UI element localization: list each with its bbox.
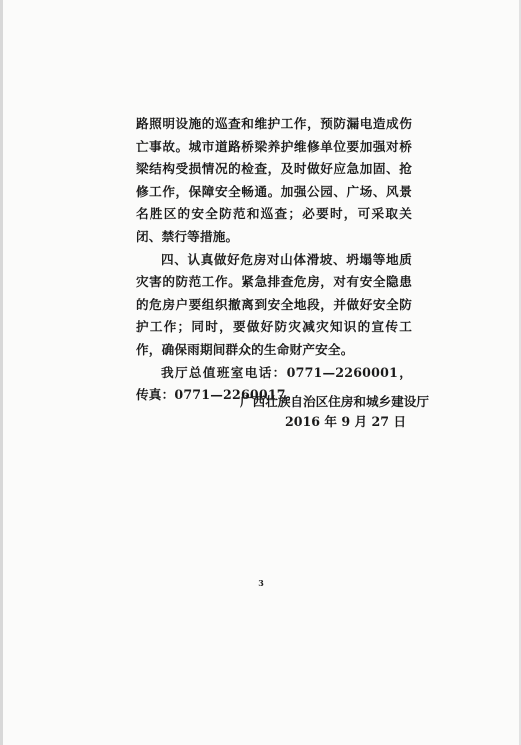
signature-block	[240, 392, 429, 432]
paragraph-item-four: 四、认真做好危房对山体滑坡、坍塌等地质灾害的防范工作。紧急排查危房，对有安全隐患的危房户要组织撤离到安全地段，并做好安全防护工作；同时，要做好防灾减灾知识的宣传工作，确保雨期间群众的生命财产安全。	[136, 251, 412, 357]
document-body	[136, 113, 412, 407]
issue-date: 2016 年 9 月 27 日	[285, 414, 407, 429]
paragraph-continuation: 路照明设施的巡查和维护工作，预防漏电造成伤亡事故。城市道路桥梁养护维修单位要加强对桥梁结构受损情况的检查，及时做好应急加固、抢修工作，保障安全畅通。加强公园、广场、风景名胜区的安全防范和巡查；必要时，可采取关闭、禁行等措施。	[136, 116, 412, 244]
page-number: 3	[258, 578, 264, 588]
paragraph-contact: 我厅总值班室电话：0771—2260001，传真：0771—2260017。	[136, 364, 412, 403]
scan-edge-left	[0, 0, 3, 745]
issuing-organization: 广西壮族自治区住房和城乡建设厅	[240, 394, 429, 409]
